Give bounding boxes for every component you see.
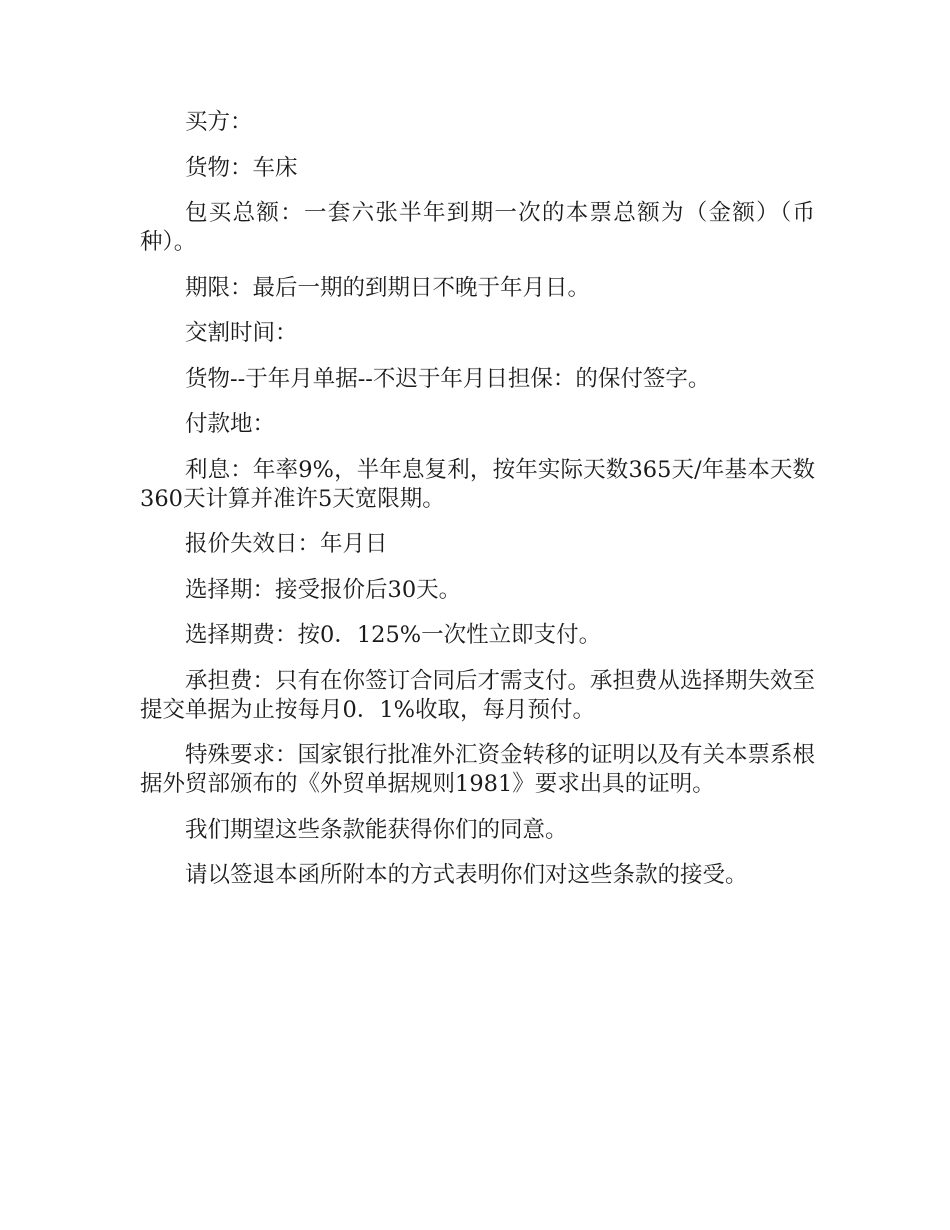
commitment-fee-paragraph: 承担费：只有在你签订合同后才需支付。承担费从选择期失效至提交单据为止按每月0．1%收取，每月预付。 <box>140 667 816 723</box>
offer-expiry-line: 报价失效日：年月日 <box>185 531 388 557</box>
closing-request-line: 请以签退本函所附本的方式表明你们对这些条款的接受。 <box>185 862 748 888</box>
option-fee-line: 选择期费：按0．125%一次性立即支付。 <box>185 622 602 648</box>
delivery-time-line: 交割时间： <box>185 320 298 346</box>
place-of-payment-line: 付款地： <box>185 411 276 437</box>
special-requirements-paragraph: 特殊要求：国家银行批准外汇资金转移的证明以及有关本票系根据外贸部颁布的《外贸单据规则1981》要求出具的证明。 <box>140 742 816 797</box>
total-amount-paragraph: 包买总额：一套六张半年到期一次的本票总额为（金额）（币种）。 <box>140 200 815 255</box>
goods-documents-guarantee-line: 货物--于年月单据--不迟于年月日担保：的保付签字。 <box>185 365 711 392</box>
interest-paragraph: 利息：年率9%，半年息复利，按年实际天数365天/年基本天数360天计算并准许5天宽限期。 <box>140 456 815 512</box>
document-body <box>140 108 815 907</box>
buyer-line: 买方： <box>185 109 253 135</box>
term-paragraph: 期限：最后一期的到期日不晚于年月日。 <box>185 274 591 301</box>
closing-hope-line: 我们期望这些条款能获得你们的同意。 <box>185 816 568 843</box>
option-period-line: 选择期：接受报价后30天。 <box>185 576 462 603</box>
goods-line: 货物：车床 <box>185 154 298 181</box>
